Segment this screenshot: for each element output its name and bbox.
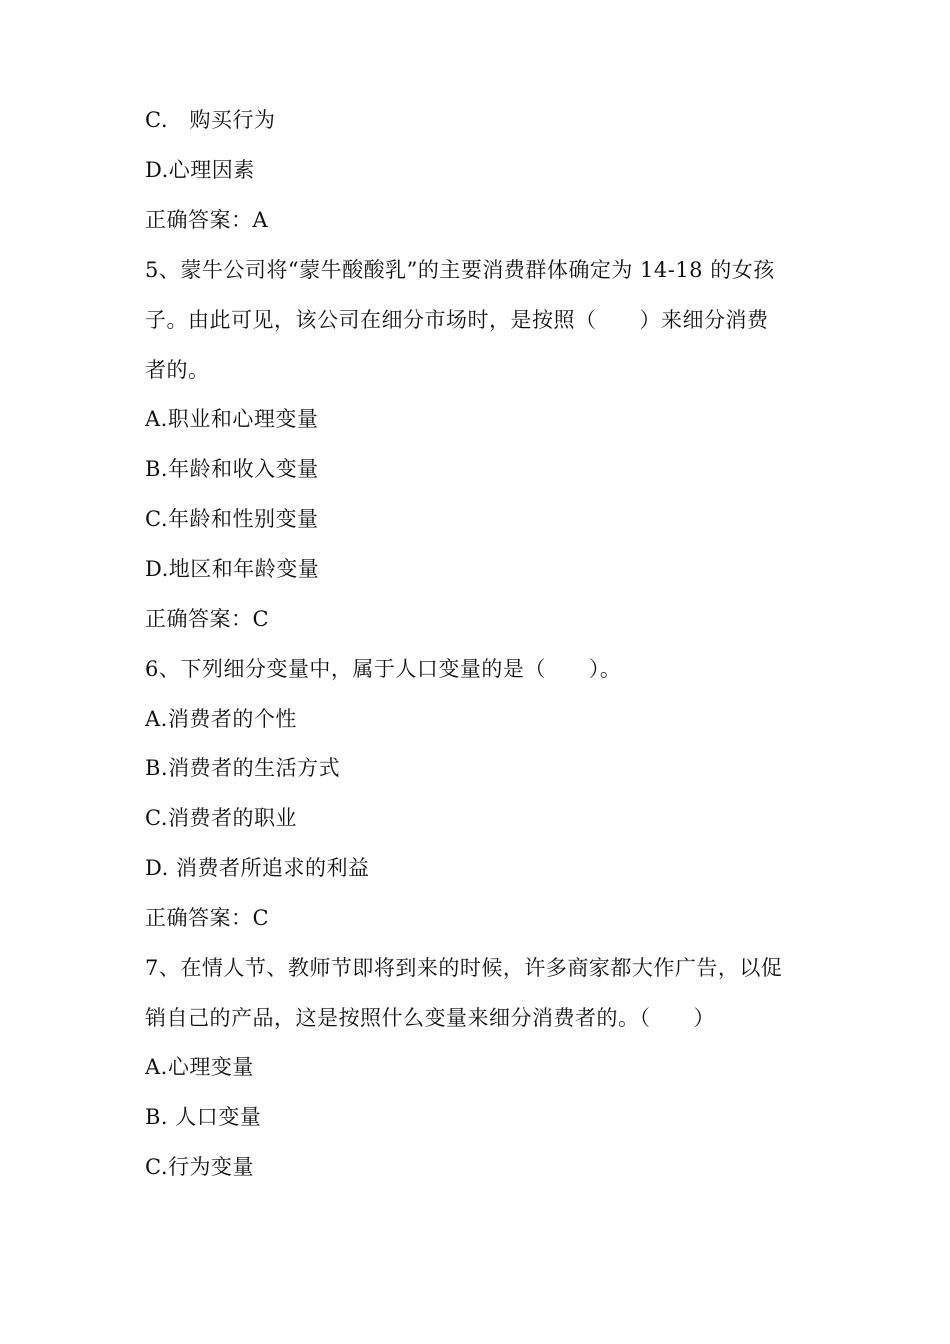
option-d-q4: D.心理因素 [145,158,255,182]
question-5-line-3: 者的。 [145,358,210,382]
option-d-q6: D. 消费者所追求的利益 [145,856,370,880]
question-5-line-1: 5、蒙牛公司将“蒙牛酸酸乳”的主要消费群体确定为 14-18 的女孩 [145,258,775,282]
option-c-q4: C. 购买行为 [145,108,276,132]
option-a-q7: A.心理变量 [145,1055,254,1079]
answer-q5: 正确答案：C [145,607,270,631]
answer-q4: 正确答案：A [145,208,269,232]
question-6: 6、下列细分变量中，属于人口变量的是（ ）。 [145,657,622,681]
option-b-q6: B.消费者的生活方式 [145,756,341,780]
option-b-q7: B. 人口变量 [145,1105,262,1129]
question-5-line-2: 子。由此可见，该公司在细分市场时，是按照（ ）来细分消费 [145,308,769,332]
question-7-line-1: 7、在情人节、教师节即将到来的时候，许多商家都大作广告，以促 [145,956,783,980]
option-c-q6: C.消费者的职业 [145,806,297,830]
option-d-q5: D.地区和年龄变量 [145,557,320,581]
option-c-q7: C.行为变量 [145,1155,254,1179]
option-a-q5: A.职业和心理变量 [145,407,319,431]
question-7-line-2: 销自己的产品，这是按照什么变量来细分消费者的。（ ） [145,1006,716,1030]
option-a-q6: A.消费者的个性 [145,707,297,731]
option-b-q5: B.年龄和收入变量 [145,457,319,481]
option-c-q5: C.年龄和性别变量 [145,507,319,531]
answer-q6: 正确答案：C [145,906,270,930]
